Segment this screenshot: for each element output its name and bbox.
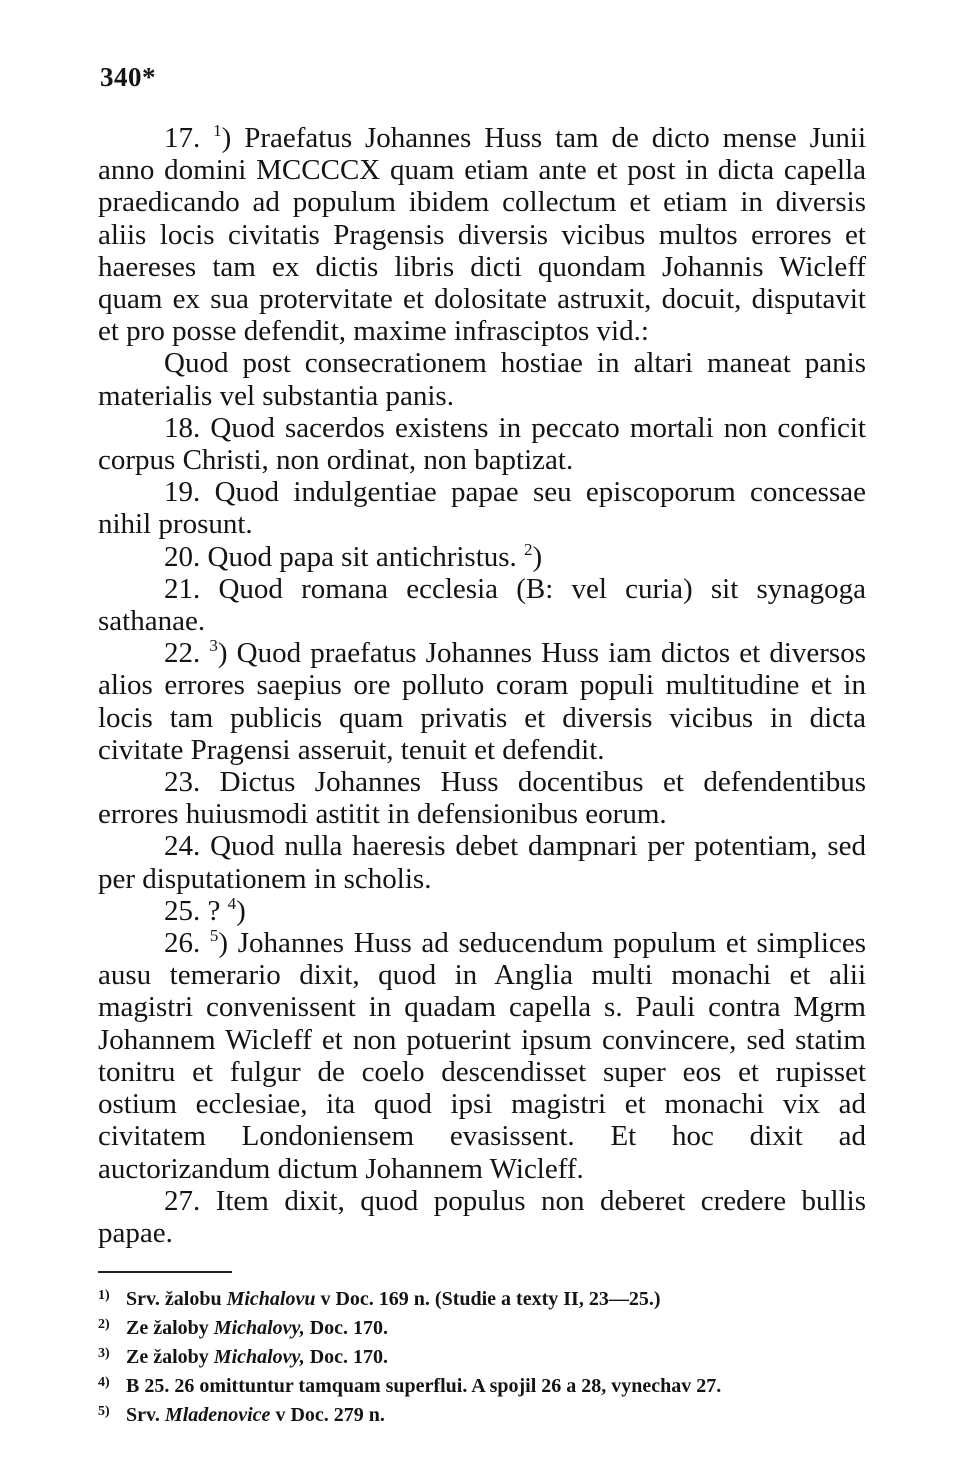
- main-text: [98, 122, 866, 1249]
- item-number: 25.: [164, 894, 201, 927]
- paragraph-27: [98, 1185, 866, 1249]
- footnote-4: 4) B 25. 26 omittuntur tamquam superflui. A spojil 26 a 28, vynechav 27.: [98, 1375, 722, 1398]
- footnote-5: 5) Srv. Mladenovice v Doc. 279 n.: [98, 1404, 385, 1427]
- paragraph-quod-post: [98, 347, 866, 411]
- paragraph-text: Quod sacerdos existens in peccato mortali non conficit corpus Christi, non ordinat, non baptizat.: [98, 411, 866, 477]
- paragraph-text: Quod nulla haeresis debet dampnari per potentiam, sed per disputationem in scholis.: [98, 830, 866, 895]
- document-page: [98, 62, 866, 1430]
- footnote-text: Doc. 170.: [304, 1346, 389, 1369]
- paragraph-text: Quod indulgentiae papae seu episcoporum concessae nihil prosunt.: [98, 476, 866, 541]
- paragraph-19: [98, 476, 866, 540]
- paragraph-23: [98, 766, 866, 830]
- footnote-text: v Doc. 279 n.: [270, 1404, 385, 1427]
- footnote-2: 2) Ze žaloby Michalovy, Doc. 170.: [98, 1317, 389, 1340]
- item-number: 18.: [164, 411, 201, 444]
- paragraph-20: 20. Quod papa sit antichristus. $^2$): [164, 539, 543, 573]
- footnote-text: v Doc. 169 n. (Studie a texty II, 23—25.): [315, 1288, 661, 1311]
- paragraph-21: [98, 573, 866, 637]
- footnote-text: Doc. 170.: [304, 1317, 389, 1340]
- paragraph-text: ) Praefatus Johannes Huss tam de dicto mense Junii anno domini MCCCCX quam etiam ante et post in dicta capella praedicando ad populum ibidem collectum et etiam in diversis aliis locis civitatis Pragensis diversis vicibus multos errores et haereses tam ex dictis libris dicti quondam Johannis Wicleff quam ex sua protervitate et dolositate astruxit, docuit, disputavit et pro posse defendit, maxime infrasciptos vid.:: [98, 122, 867, 348]
- footnote-italic: Michalovy,: [213, 1317, 305, 1340]
- paragraph-26: [98, 927, 866, 1185]
- item-number: 19.: [164, 476, 201, 509]
- page-number: 340*: [100, 62, 156, 92]
- footnote-divider: [98, 1271, 232, 1273]
- paragraph-24: [98, 830, 866, 894]
- footnote-ref: 5: [209, 926, 219, 946]
- footnote-text: Srv.: [126, 1404, 165, 1427]
- footnote-text: Srv. žalobu: [126, 1288, 227, 1311]
- paragraph-text: ): [236, 894, 246, 927]
- footnote-italic: Michalovu: [226, 1288, 316, 1311]
- item-number: 23.: [164, 766, 201, 799]
- paragraph-text: Quod papa sit antichristus.: [200, 540, 517, 573]
- footnote-1: 1) Srv. žalobu Michalovu v Doc. 169 n. (Studie a texty II, 23—25.): [98, 1288, 661, 1311]
- paragraph-18: [98, 412, 866, 476]
- paragraph-text: ) Johannes Huss ad seducendum populum et simplices ausu temerario dixit, quod in Anglia multi monachi et alii magistri convenissent in quadam capella s. Pauli contra Mgrm Johannem Wicleff et non potuerint ipsum convincere, sed statim tonitru et fulgur de coelo descendisset super eos et rupisset ostium ecclesiae, ita quod ipsi magistri et monachi vix ad civitatem Londoniensem evasissent. Et hoc dixit ad auctorizandum dictum Johannem Wicleff.: [98, 927, 866, 1185]
- paragraph-22: [98, 637, 866, 766]
- paragraph-17: [98, 122, 866, 347]
- footnote-text: Ze žaloby: [126, 1346, 214, 1369]
- paragraph-text: Item dixit, quod populus non deberet credere bullis papae.: [98, 1184, 866, 1249]
- paragraph-text: ) Quod praefatus Johannes Huss iam dictos et diversos alios errores saepius ore polluto coram populi multitudine et in locis tam publicis quam privatis et diversis vicibus in dicta civitate Pragensi asseruit, tenuit et defendit.: [98, 637, 867, 766]
- footnote-ref: 1: [213, 121, 222, 140]
- paragraph-text: Quod romana ecclesia (B: vel curia) sit synagoga sathanae.: [98, 572, 866, 638]
- item-number: 17.: [164, 122, 201, 154]
- item-number: 26.: [164, 927, 201, 960]
- footnotes: [98, 1285, 866, 1430]
- footnote-text: Ze žaloby: [126, 1317, 214, 1340]
- item-number: 20.: [164, 540, 201, 573]
- footnote-ref: 3: [209, 636, 218, 656]
- footnote-text: B 25. 26 omittuntur tamquam superflui. A spojil 26 a 28, vynechav 27.: [126, 1375, 722, 1398]
- paragraph-text: Quod post consecrationem hostiae in altari maneat panis materialis vel substantia panis.: [98, 347, 866, 412]
- item-number: 27.: [164, 1184, 201, 1217]
- footnote-ref: 4: [227, 893, 237, 913]
- question-mark: ?: [207, 894, 221, 927]
- footnote-italic: Michalovy,: [213, 1346, 305, 1369]
- footnote-ref: 2: [524, 539, 533, 559]
- item-number: 24.: [164, 830, 201, 863]
- footnote-3: 3) Ze žaloby Michalovy, Doc. 170.: [98, 1346, 389, 1369]
- item-number: 21.: [164, 572, 201, 605]
- item-number: 22.: [164, 637, 201, 670]
- footnote-italic: Mladenovice: [164, 1404, 271, 1427]
- paragraph-25: [98, 895, 866, 927]
- paragraph-text: Dictus Johannes Huss docentibus et defendentibus errores huiusmodi astitit in defensionibus eorum.: [98, 766, 866, 831]
